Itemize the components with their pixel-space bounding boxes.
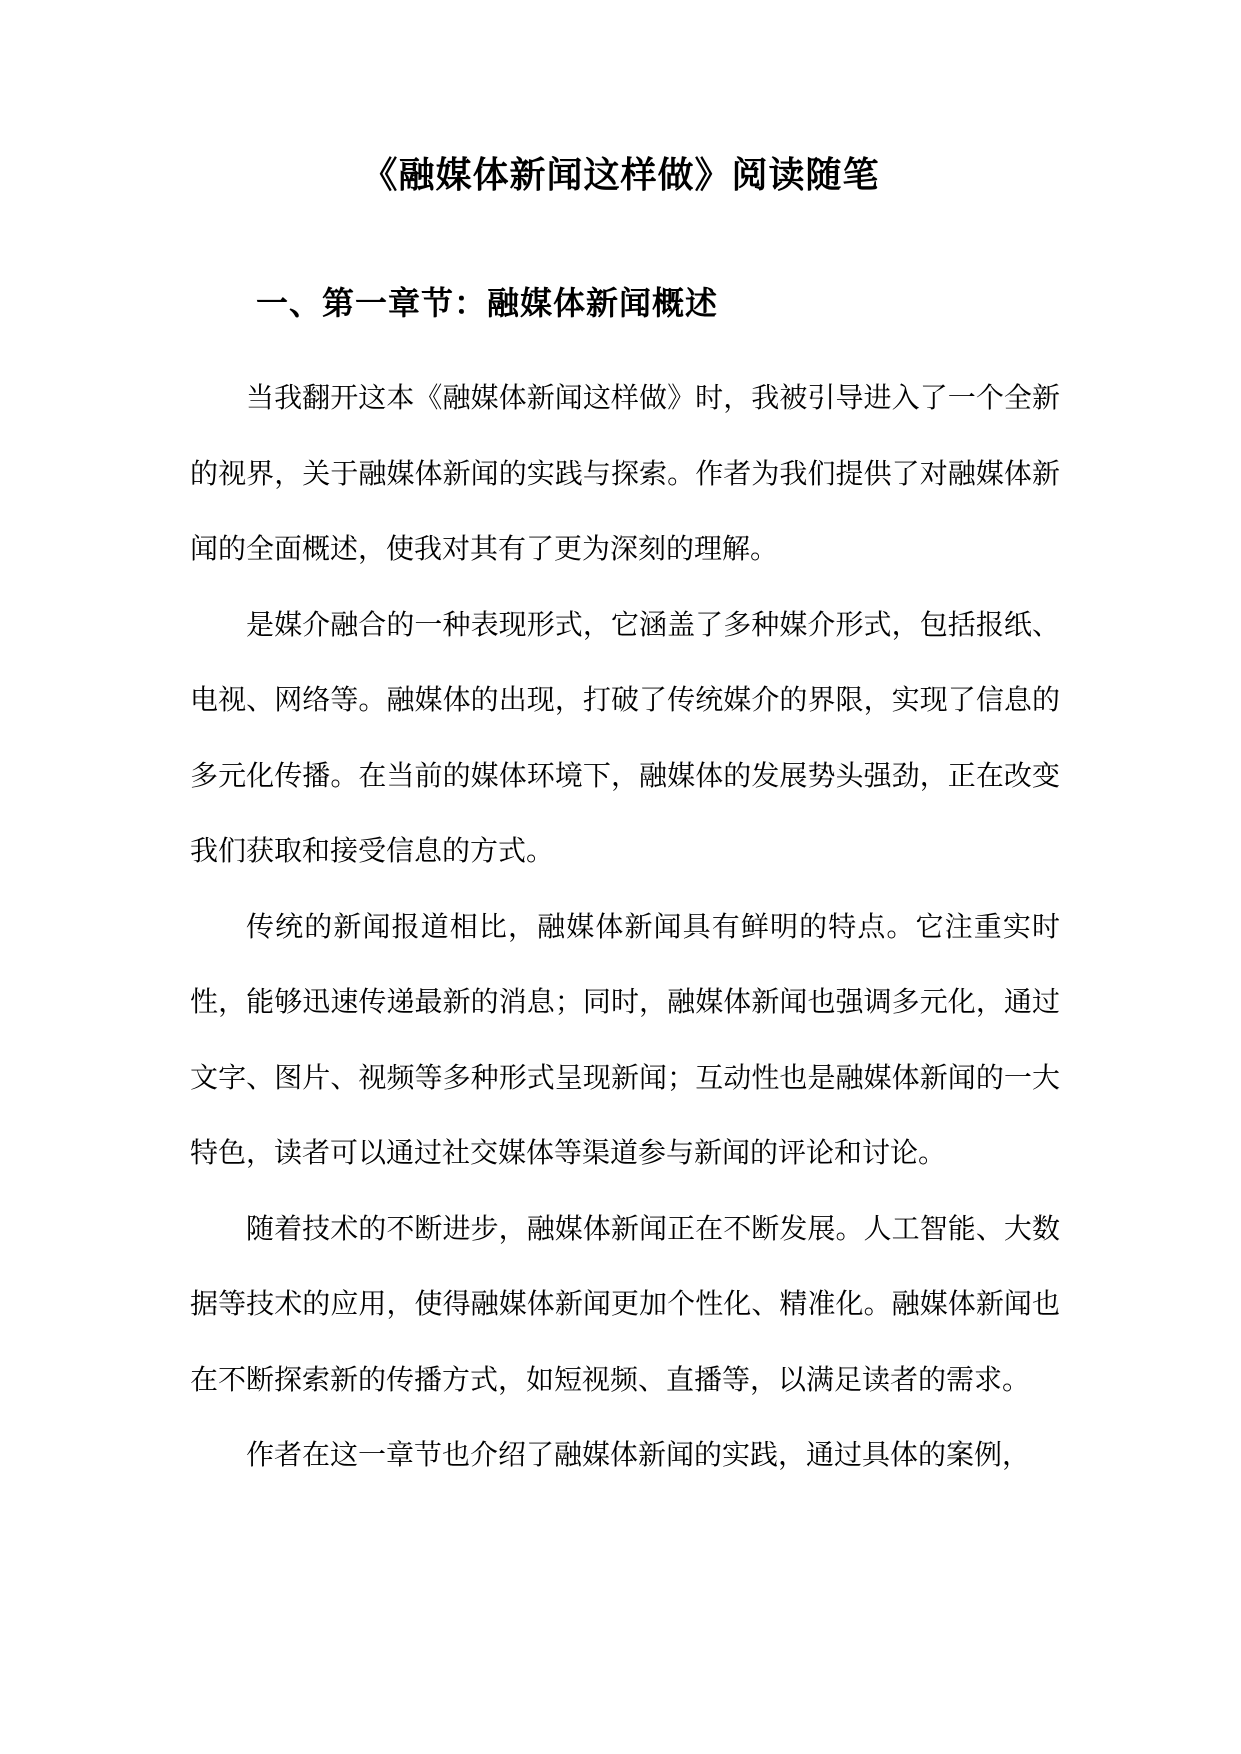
- document-title: 《融媒体新闻这样做》阅读随笔: [361, 154, 880, 196]
- paragraph: 是媒介融合的一种表现形式，它涵盖了多种媒介形式，包括报纸、电视、网络等。融媒体的出现，打破了传统媒介的界限，实现了信息的多元化传播。在当前的媒体环境下，融媒体的发展势头强劲，正在改变我们获取和接受信息的方式。: [190, 607, 1060, 867]
- paragraph: 当我翻开这本《融媒体新闻这样做》时，我被引导进入了一个全新的视界，关于融媒体新闻的实践与探索。作者为我们提供了对融媒体新闻的全面概述，使我对其有了更为深刻的理解。: [190, 381, 1060, 565]
- section-heading: 一、第一章节：融媒体新闻概述: [256, 284, 719, 322]
- paragraph: 传统的新闻报道相比，融媒体新闻具有鲜明的特点。它注重实时性，能够迅速传递最新的消息；同时，融媒体新闻也强调多元化，通过文字、图片、视频等多种形式呈现新闻；互动性也是融媒体新闻的一大特色，读者可以通过社交媒体等渠道参与新闻的评论和讨论。: [190, 909, 1060, 1169]
- body-text: [190, 360, 1060, 1493]
- paragraph: 随着技术的不断进步，融媒体新闻正在不断发展。人工智能、大数据等技术的应用，使得融媒体新闻更加个性化、精准化。融媒体新闻也在不断探索新的传播方式，如短视频、直播等，以满足读者的需求。: [190, 1211, 1060, 1396]
- paragraph: 作者在这一章节也介绍了融媒体新闻的实践，通过具体的案例，: [246, 1438, 1031, 1471]
